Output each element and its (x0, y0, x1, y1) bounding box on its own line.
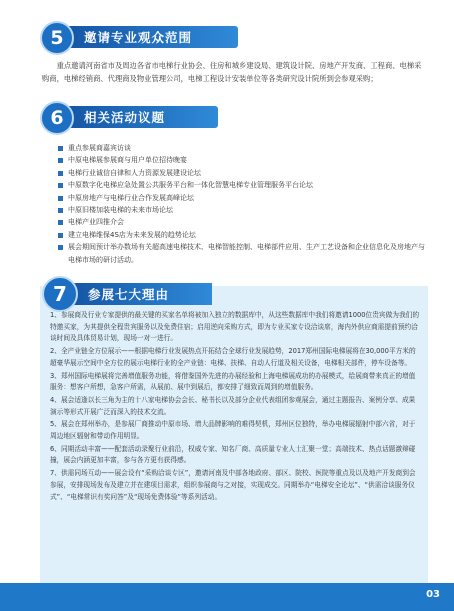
reason-paragraph: 3、郑州国际电梯展将完善增值服务功能，将借鉴国外先进的办展经验和上海电梯展成功的办展模式，给展商带来真正的增值服务：想客户所想，急客户所需，从展前、展中到展后，都安排了细致而周到的增值服务。 (50, 371, 416, 392)
footer-bar (0, 583, 454, 611)
reason-paragraph: 5、展会在郑州举办，是参展厂商推动中原市场、增大品牌影响的难得契机，郑州区位独特，举办电梯展辐射中部六省，对于周边地区辐射和带动作用明显。 (50, 420, 416, 441)
reason-paragraph: 7、供需同场互动——展会设有“采购洽谈专区”，邀请河南及中部各地政府、部区、院校、医院等重点及以及地产开发商到会参展，安排现场发布及建立并在建项目需求，组织参展商与之对接，实现成交。同期举办“电梯安全论坛”、“供需洽谈服务仪式”、“电梯常识有奖问答”及“现场免费体验”等系列活动。 (50, 469, 416, 501)
reason-paragraph: 2、全产业链全方位展示——根据电梯行业发展热点开拓结合全球行业发展趋势，2017郑州国际电梯展将在30,000平方米的超豪华展示空间中全方位的展示电梯行业的全产业链：电梯、扶梯、自动人行道及相关设备，电梯相关部件，停车设备等。 (50, 347, 416, 367)
list-item: 中原数字化电梯应急处置公共服务平台和一体化智慧电梯专业管理服务平台论坛 (58, 179, 428, 191)
section-6-number-badge: 6 (40, 101, 74, 135)
list-item: 电梯行业诚信自律和人力资源发展建设论坛 (58, 167, 428, 179)
list-item: 中原房地产与电梯行业合作发展高峰论坛 (58, 192, 428, 204)
reason-paragraph: 6、同期活动丰富——配套活动录聚行业前沿，权威专家、知名厂商、高质量专业人士汇聚一堂；高端技术、热点话题激辩碰撞，展会内涵更加丰富，参与各方更有获得感。 (50, 444, 416, 465)
reason-paragraph: 4、展会适逢以长三角为主的十八家电梯协会会长、秘书长以及部分企业代表组团参观展会，通过主题报告、案例分享、成果演示等形式开展广泛而深入的技术交流。 (50, 395, 416, 416)
list-item: 重点参展商嘉宾访谈 (58, 142, 428, 154)
section-5-title: 邀请专业观众范围 (84, 30, 193, 45)
list-item: 电梯产业四推介会 (58, 216, 428, 228)
page-number: 03 (426, 589, 440, 600)
section-6-list (58, 142, 428, 266)
list-item: 建立电梯维保4S店为未来发展的趋势论坛 (58, 229, 428, 241)
section-5-body: 重点邀请河南省市及周边各省市电梯行业协会、住房和城乡建设局、建筑设计院、房地产开发商、工程商、电梯采购商，电梯经销商、代理商及物业管理公司，电梯工程设计安装单位等各类研究设计院所到会参观采购； (42, 61, 422, 83)
section-7-number-badge: 7 (42, 276, 78, 312)
list-item: 中原电梯展参展商与用户单位招待晚宴 (58, 154, 428, 166)
reason-paragraph: 1、参展商及行业专家提供的最关键的买家名单将被加入独立的数据库中，从这些数据库中我们将邀请1000位贵宾做为我们的特邀买家，为其提供全程贵宾服务以及免费住宿；启用逆向采购方式，即为专业买家专设洽谈席，海内外供应商需提前预约洽谈时间及具体贸易计划，现场一对一进行。 (50, 311, 420, 343)
section-5-number-badge: 5 (40, 21, 74, 55)
list-item: 展会期间预计举办数场有关超高速电梯技术、电梯智能控制、电梯部件应用、生产工艺设备和企业信息化及房地产与电梯市场的研讨活动。 (58, 241, 428, 266)
list-item: 中原旧楼加装电梯的未来市场论坛 (58, 204, 428, 216)
section-7-reasons (50, 310, 420, 504)
section-6-title: 相关活动议题 (84, 110, 166, 125)
section-7-title: 参展七大理由 (88, 287, 170, 302)
